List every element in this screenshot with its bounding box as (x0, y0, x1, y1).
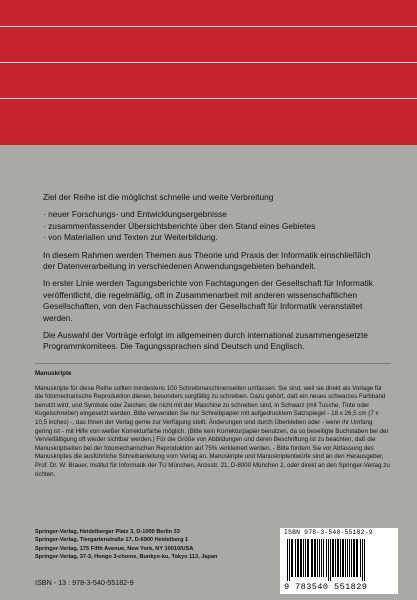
barcode-bar (300, 539, 302, 577)
barcode-bar (360, 539, 361, 577)
bullet-item: · zusammenfassender Übersichtsberichte über den Stand eines Gebietes (43, 220, 316, 231)
manuscripts-section (35, 370, 391, 479)
barcode-bar (356, 539, 358, 577)
barcode-bar (307, 539, 309, 577)
isbn-line: ISBN - 13 : 978-3-540-55182-9 (35, 578, 134, 587)
header-rule (0, 62, 417, 63)
barcode-bar (345, 539, 346, 577)
bullet-item: · neuer Forschungs- und Entwicklungsergebnisse (43, 209, 227, 220)
bullet-item: · von Materialien und Texten zur Weiterbildung. (43, 232, 218, 243)
barcode-isbn-text: ISBN 978-3-540-55182-9 (284, 529, 373, 536)
barcode-bar (326, 539, 327, 577)
publisher-address: Springer-Verlag, 175 Fifth Avenue, New York, NY 10010/USA (35, 545, 194, 552)
publisher-address: Springer-Verlag, Heidelberger Platz 3, D-1000 Berlin 33 (35, 529, 180, 535)
barcode-number: 9 783540 551829 (284, 582, 368, 592)
manuscripts-body: Manuskripte für diese Reihe sollten mindestens 100 Schreibmaschinenseiten umfassen. Sie sind, weil sie direkt als Vorlage für die fotomechanische Reproduktion dienen, besonders sorgfältig zu schreiben. Dazu gehört, daß ein neues schwarzes Farbband benutzt wird, und Symbole oder Zeichen, die nicht mit der Maschine zu schreiben sind, in Schwarz (mit Tusche, Tinte oder Kugelschreiber) eingesetzt werden. Bitte verwenden Sie nur Schreibpapier mit aufgedrucktem Satzspiegel - 18 x 26,5 cm (7 x 10,5 inches) -, das Ihnen der Verlag gerne zur Verfügung stellt. Änderungen sind durch Überkleben oder - wenn ihr Umfang gering ist - mit Hilfe von weißer Korrekturfarbe möglich. (Bitte kein Korrekturpapier benutzen, da so beseitigte Buchstaben bei der Vervielfältigung oft wieder sichtbar werden.) Für die Größe von Abbildungen und deren Beschriftung ist zu beachten, daß die Manuskriptseiten bei der fotomechanischen Reproduktion auf 75% verkleinert werden. - Bitte fordern Sie vor Abfassung des Manuskriptes die ausführliche Schreibanleitung vom Verlag an. Manuskripte und Manuskriptentwürfe sind an den Herausgeber, Prof. Dr. W. Brauer, Institut für Informatik der TU München, Arcisstr. 21, D-8000 München 2, oder direkt an den Springer-Verlag zu richten. (35, 384, 390, 478)
paragraph: Die Auswahl der Vorträge erfolgt im allgemeinen durch international zusammengesetzte Programmkomitees. Die Tagungssprachen sind Deutsch und Englisch. (43, 330, 368, 352)
barcode-label (280, 528, 398, 594)
paragraph: In diesem Rahmen werden Themen aus Theorie und Praxis der Informatik einschließlich der Datenverarbeitung in verschiedenen Anwendungsgebieten behandelt. (43, 249, 371, 272)
publisher-address: Springer-Verlag, 37-3, Hongo 3-chome, Bunkyo-ku, Tokyo 113, Japan (35, 554, 218, 561)
barcode-bar (347, 539, 348, 577)
barcode-bar (287, 539, 288, 581)
section-heading: Manuskripte (35, 370, 72, 377)
barcode-bar (323, 539, 324, 577)
barcode-bar (317, 539, 318, 577)
bullet-list (43, 209, 378, 243)
red-header-band (0, 0, 417, 145)
barcode-bar (291, 539, 293, 577)
barcode-bar (314, 539, 316, 577)
header-rule (0, 26, 417, 27)
intro-text: Ziel der Reihe ist die möglichst schnelle und weite Verbreitung (43, 192, 274, 202)
barcode-bar (349, 539, 350, 577)
publisher-addresses (35, 528, 275, 562)
barcode-bar (335, 539, 336, 577)
barcode-bar (303, 539, 304, 577)
barcode-bar (332, 539, 334, 577)
publisher-address: Springer-Verlag, Tiergartenstraße 17, D-6900 Heidelberg 1 (35, 537, 189, 544)
section-divider (35, 363, 391, 364)
barcode-bar (319, 539, 320, 577)
barcode-bar (340, 539, 341, 577)
barcode-icon (286, 539, 392, 581)
barcode-bar (297, 539, 299, 577)
barcode-bar (305, 539, 306, 577)
barcode-bar (364, 539, 365, 581)
barcode-bar (337, 539, 339, 577)
barcode-bar (311, 539, 313, 577)
barcode-bar (353, 539, 355, 577)
barcode-bar (342, 539, 344, 577)
barcode-bar (328, 539, 329, 581)
series-description (43, 192, 378, 359)
paragraph: In erster Linie werden Tagungsberichte von Fachtagungen der Gesellschaft für Informatik veröffentlicht, die regelmäßig, oft in Zusammenarbeit mit anderen wissenschaftlichen Gesellschaften, von den Fachausschüssen der Gesellschaft für Informatik veranstaltet werden. (43, 278, 373, 323)
barcode-bar (351, 539, 352, 577)
barcode-bar (289, 539, 290, 581)
barcode-bar (362, 539, 363, 581)
header-rule (0, 98, 417, 99)
barcode-bar (295, 539, 296, 577)
barcode-bar (330, 539, 331, 581)
barcode-bar (321, 539, 322, 577)
